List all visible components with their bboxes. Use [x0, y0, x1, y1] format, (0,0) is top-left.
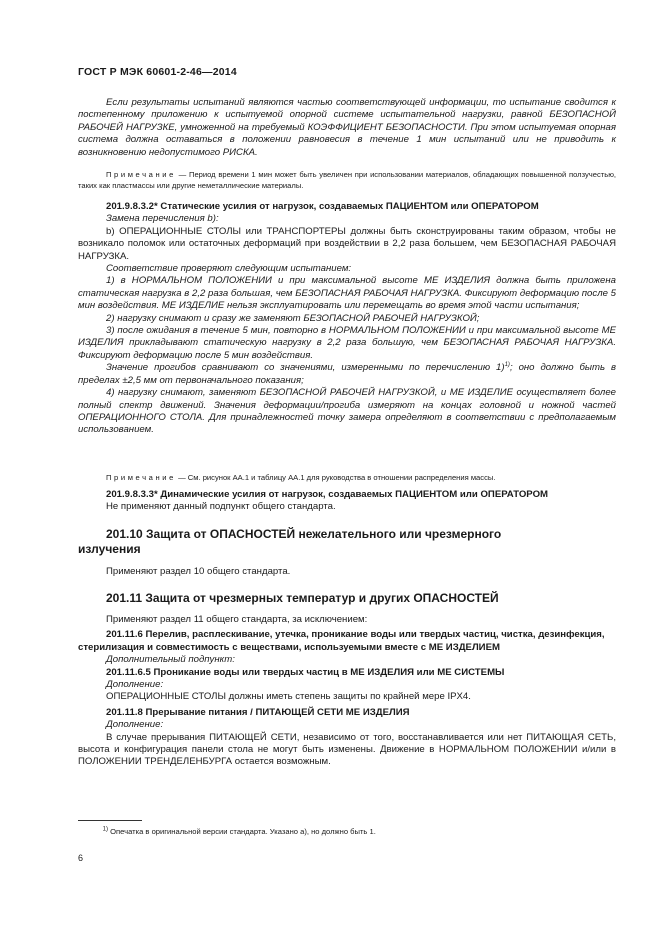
additional-subclause: Дополнительный подпункт:: [106, 654, 235, 666]
subsection-201-11-8-heading: 201.11.8 Прерывание питания / ПИТАЮЩЕЙ СЕТИ МЕ ИЗДЕЛИЯ: [106, 706, 410, 718]
section-text: Не применяют данный подпункт общего стандарта.: [106, 501, 336, 513]
section-note: [78, 472, 616, 483]
note-label: Примечание: [106, 473, 176, 482]
section-heading: 201.11 Защита от чрезмерных температур и других ОПАСНОСТЕЙ: [106, 591, 499, 605]
intro-note: [78, 169, 616, 191]
page-number: 6: [78, 853, 84, 863]
compliance-text: Соответствие проверяют следующим испытанием:: [106, 263, 352, 275]
compare-text: Значение прогибов сравнивают со значениями, измеренными по перечислению 1)$^{1)}$; оно должно быть в пределах ±2,5 мм от первоначального показания;: [78, 362, 616, 386]
footnote-mark: 1): [102, 826, 108, 833]
note-text: — См. рисунок АА.1 и таблицу АА.1 для руководства в отношении распределения массы.: [175, 473, 496, 482]
footnote-ref[interactable]: 1): [504, 362, 510, 369]
intro-block: [78, 97, 616, 159]
subsection-201-11-6-heading: 201.11.6 Перелив, расплескивание, утечка, проникание воды или твердых частиц, чистка, дезинфекция, стерилизация и совместимость с веществами, используемыми вместе с МЕ ИЗДЕЛИЕМ: [78, 629, 605, 653]
footnote: [78, 827, 616, 837]
section-heading: 201.9.8.3.3* Динамические усилия от нагрузок, создаваемых ПАЦИЕНТОМ или ОПЕРАТОРОМ: [106, 489, 549, 500]
section-201-11: [78, 591, 616, 769]
section-heading: 201.9.8.3.2* Статические усилия от нагрузок, создаваемых ПАЦИЕНТОМ или ОПЕРАТОРОМ: [106, 201, 539, 212]
section-201-9-8-3-2: [78, 201, 616, 437]
section-heading: 201.10 Защита от ОПАСНОСТЕЙ нежелательного или чрезмерного излучения: [78, 527, 502, 556]
footnote-text: Опечатка в оригинальной версии стандарта. Указано а), но должно быть 1.: [110, 827, 376, 836]
item-b: b) ОПЕРАЦИОННЫЕ СТОЛЫ или ТРАНСПОРТЕРЫ должны быть сконструированы таким образом, чтобы не возникало поломок или остаточных деформаций при воздействии в 2,2 раза большем, чем БЕЗОПАСНАЯ РАБОЧАЯ НАГРУЗКА.: [78, 225, 616, 262]
section-201-9-8-3-3: [78, 489, 616, 514]
section-201-10: [78, 527, 616, 578]
addition-label: Дополнение:: [106, 679, 164, 691]
note-label: Примечание: [106, 170, 176, 179]
replace-note: Замена перечисления b):: [106, 213, 219, 225]
section-text: Применяют раздел 11 общего стандарта, за исключением:: [106, 614, 368, 625]
test-step-4: 4) нагрузку снимают, заменяют БЕЗОПАСНОЙ РАБОЧЕЙ НАГРУЗКОЙ, и МЕ ИЗДЕЛИЕ осуществляет более полный спектр движений. Значения деформации/прогиба измеряют на концах головной и ножной частей ОПЕРАЦИОННОГО СТОЛА. Для принадлежностей точку замера определяют в соответствии с предполагаемым использованием.: [78, 387, 616, 436]
footnote-divider: [78, 820, 142, 821]
subsection-text: ОПЕРАЦИОННЫЕ СТОЛЫ должны иметь степень защиты по крайней мере IPX4.: [106, 691, 471, 703]
standard-header: ГОСТ Р МЭК 60601-2-46—2014: [78, 66, 237, 78]
subsection-text: В случае прерывания ПИТАЮЩЕЙ СЕТИ, независимо от того, восстанавливается или нет ПИТАЮЩАЯ СЕТЬ, высота и конфигурация панели стола не могут быть изменены. Движение в НОРМАЛЬНОМ ПОЛОЖЕНИИ и/или в ПОЛОЖЕНИИ ТРЕНДЕЛЕНБУРГА остается возможным.: [78, 731, 616, 768]
test-step-1: 1) в НОРМАЛЬНОМ ПОЛОЖЕНИИ и при максимальной высоте МЕ ИЗДЕЛИЯ должна быть приложена статическая нагрузка в 2,2 раза большая, чем БЕЗОПАСНАЯ РАБОЧАЯ НАГРУЗКА. Фиксируют деформацию после 5 мин воздействия. МЕ ИЗДЕЛИЕ нельзя эксплуатировать или перемещать во время этой части испытания;: [78, 275, 616, 312]
test-step-3: 3) после ожидания в течение 5 мин, повторно в НОРМАЛЬНОМ ПОЛОЖЕНИИ и при максимальной высоте МЕ ИЗДЕЛИЯ прикладывают статическую нагрузку в 2,2 раза большую, чем БЕЗОПАСНАЯ РАБОЧАЯ НАГРУЗКА. Фиксируют деформацию после 5 мин воздействия.: [78, 325, 616, 361]
test-step-2: 2) нагрузку снимают и сразу же заменяют БЕЗОПАСНОЙ РАБОЧЕЙ НАГРУЗКОЙ;: [106, 312, 480, 324]
addition-label: Дополнение:: [106, 719, 164, 731]
intro-paragraph: Если результаты испытаний являются частью соответствующей информации, то испытание сводится к постепенному приложению к испытуемой опорной системе испытательной нагрузки, равной БЕЗОПАСНОЙ РАБОЧЕЙ НАГРУЗКЕ, умноженной на требуемый КОЭФФИЦИЕНТ БЕЗОПАСНОСТИ. При этом испытуемая опорная система должна оставаться в положении равновесия в течение 1 мин испытаний или не приводить к возникновению недопустимого РИСКА.: [78, 97, 616, 158]
section-text: Применяют раздел 10 общего стандарта.: [106, 566, 291, 577]
subsection-201-11-6-5-heading: 201.11.6.5 Проникание воды или твердых частиц в МЕ ИЗДЕЛИЯ или МЕ СИСТЕМЫ: [106, 666, 505, 678]
note-text: — Период времени 1 мин может быть увеличен при использовании материалов, обладающих повышенной ползучестью, таких как пластмассы или другие неметаллические материалы.: [78, 170, 616, 190]
